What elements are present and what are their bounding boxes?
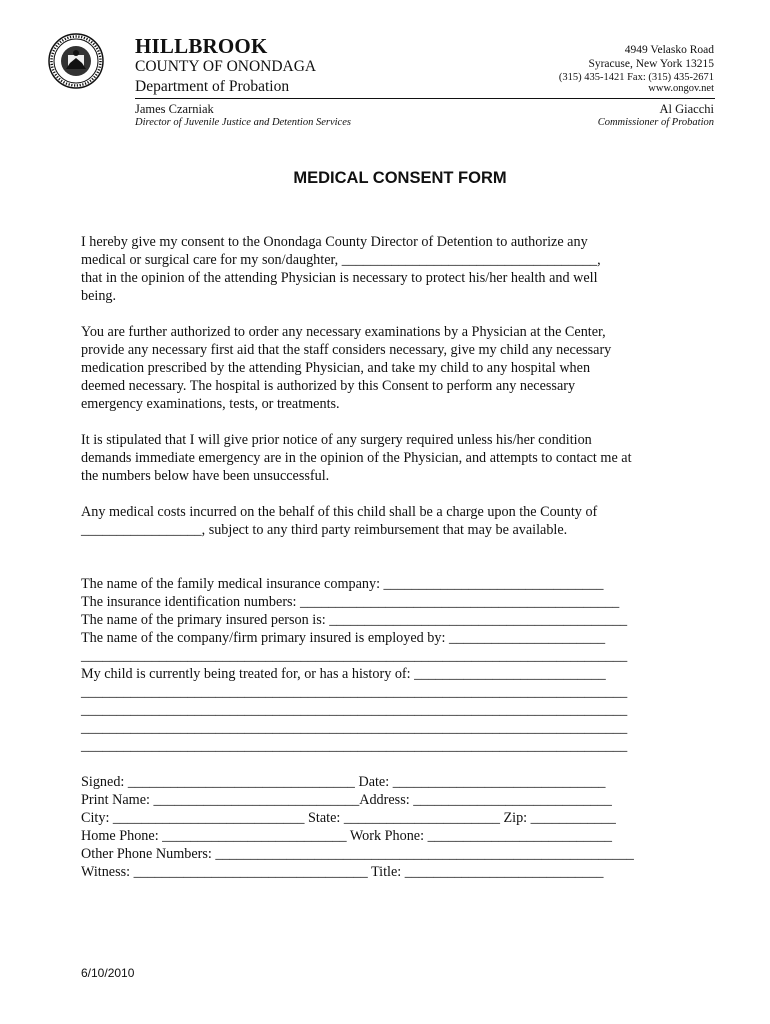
- paragraph-line: I hereby give my consent to the Onondaga County Director of Detention to authorize any: [81, 234, 588, 250]
- medical-history-line[interactable]: _____________________________________________________________________________: [81, 720, 628, 736]
- address-street: 4949 Velasko Road: [624, 44, 714, 56]
- left-official-title: Director of Juvenile Justice and Detention Services: [135, 117, 351, 128]
- paragraph-line: You are further authorized to order any necessary examinations by a Physician at the Center,: [81, 324, 606, 340]
- phone-fax: (315) 435-1421 Fax: (315) 435-2671: [558, 72, 714, 83]
- insured-employer-field-continued[interactable]: _____________________________________________________________________________: [81, 648, 628, 664]
- footer-date: 6/10/2010: [81, 966, 135, 980]
- paragraph-line: provide any necessary first aid that the staff considers necessary, give my child any necessary: [81, 342, 612, 358]
- medical-costs-paragraph: [81, 503, 681, 539]
- insured-employer-field[interactable]: The name of the company/firm primary insured is employed by: ______________________: [81, 630, 606, 646]
- paragraph-line: medical or surgical care for my son/daughter, ____________________________________,: [81, 252, 601, 268]
- medical-history-line[interactable]: _____________________________________________________________________________: [81, 738, 628, 754]
- paragraph-line: being.: [81, 288, 117, 304]
- city-state-zip-fields[interactable]: City: ___________________________ State: ______________________ Zip: ____________: [81, 810, 616, 826]
- authorization-paragraph: [81, 323, 681, 413]
- medical-history-line[interactable]: _____________________________________________________________________________: [81, 684, 628, 700]
- department-name: Department of Probation: [135, 78, 290, 95]
- paragraph-line: demands immediate emergency are in the opinion of the Physician, and attempts to contact me at: [81, 450, 632, 466]
- witness-title-fields[interactable]: Witness: _________________________________ Title: ____________________________: [81, 864, 604, 880]
- paragraph-line: It is stipulated that I will give prior notice of any surgery required unless his/her condition: [81, 432, 592, 448]
- paragraph-line: medication prescribed by the attending Physician, and take my child to any hospital when: [81, 360, 591, 376]
- signed-date-fields[interactable]: Signed: ________________________________ Date: ______________________________: [81, 774, 606, 790]
- paragraph-line: emergency examinations, tests, or treatments.: [81, 396, 340, 412]
- medical-history-field[interactable]: My child is currently being treated for, or has a history of: ___________________________: [81, 666, 606, 682]
- paragraph-line: _________________, subject to any third party reimbursement that may be available.: [81, 522, 568, 538]
- header-divider: [135, 98, 715, 99]
- consent-paragraph: [81, 233, 681, 305]
- paragraph-line: Any medical costs incurred on the behalf of this child shall be a charge upon the County of: [81, 504, 598, 520]
- county-name: COUNTY OF ONONDAGA: [135, 58, 317, 75]
- form-title: MEDICAL CONSENT FORM: [293, 169, 507, 187]
- print-name-address-fields[interactable]: Print Name: _____________________________Address: ____________________________: [81, 792, 612, 808]
- medical-history-line[interactable]: _____________________________________________________________________________: [81, 702, 628, 718]
- website: www.ongov.net: [648, 83, 714, 94]
- insurance-company-field[interactable]: The name of the family medical insurance company: _______________________________: [81, 576, 604, 592]
- paragraph-line: that in the opinion of the attending Physician is necessary to protect his/her health and well: [81, 270, 598, 286]
- right-official-title: Commissioner of Probation: [597, 117, 714, 128]
- home-work-phone-fields[interactable]: Home Phone: __________________________ Work Phone: __________________________: [81, 828, 613, 844]
- left-official-name: James Czarniak: [135, 102, 214, 116]
- organization-name: HILLBROOK: [135, 34, 268, 58]
- primary-insured-field[interactable]: The name of the primary insured person is: __________________________________________: [81, 612, 628, 628]
- insurance-id-field[interactable]: The insurance identification numbers: _____________________________________________: [81, 594, 620, 610]
- county-seal-icon: [48, 33, 104, 89]
- right-official-name: Al Giacchi: [659, 102, 714, 116]
- surgery-notice-paragraph: [81, 431, 681, 485]
- paragraph-line: deemed necessary. The hospital is authorized by this Consent to perform any necessary: [81, 378, 576, 394]
- paragraph-line: the numbers below have been unsuccessful.: [81, 468, 330, 484]
- address-city: Syracuse, New York 13215: [588, 58, 714, 70]
- other-phone-field[interactable]: Other Phone Numbers: ___________________________________________________________: [81, 846, 634, 862]
